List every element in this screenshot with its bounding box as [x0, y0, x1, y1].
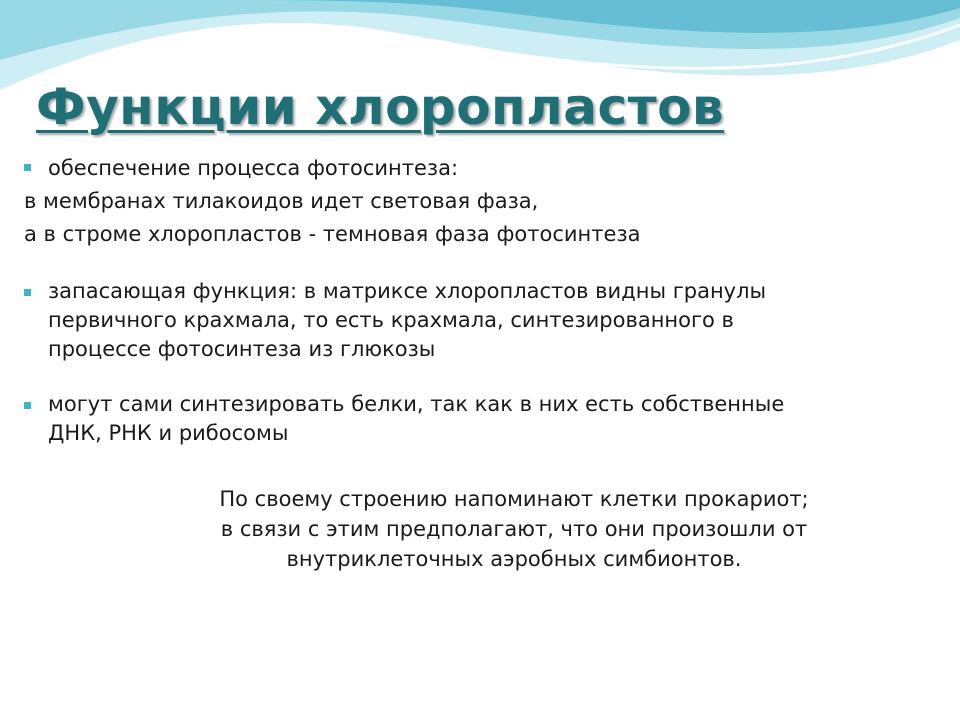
conclusion-line: внутриклеточных аэробных симбионтов.: [286, 547, 742, 571]
square-bullet-icon: [24, 164, 31, 171]
list-item-text: обеспечение процесса фотосинтеза:: [48, 156, 459, 180]
list-item-text: ДНК, РНК и рибосомы: [48, 421, 289, 445]
list-item-text: могут сами синтезировать белки, так как в них есть собственные: [48, 392, 785, 416]
list-item-text: запасающая функция: в матриксе хлоропластов видны гранулы: [48, 279, 767, 303]
list-item-text: процессе фотосинтеза из глюкозы: [48, 337, 436, 361]
conclusion-line: в связи с этим предполагают, что они произошли от: [220, 517, 808, 541]
square-bullet-icon: [24, 289, 31, 296]
list-item-phases: [24, 185, 944, 251]
list-item-text: первичного крахмала, то есть крахмала, синтезированного в: [48, 308, 734, 332]
list-item-protein-synthesis: [24, 390, 944, 448]
square-bullet-icon: [24, 402, 31, 409]
list-item-photosynthesis: [24, 152, 944, 185]
list-item-storage: [24, 277, 944, 364]
list-item-text: а в строме хлоропластов - темновая фаза фотосинтеза: [24, 222, 641, 246]
conclusion-text: [24, 484, 944, 574]
conclusion-line: По своему строению напоминают клетки прокариот;: [219, 487, 809, 511]
list-item-text: в мембранах тилакоидов идет световая фаза,: [24, 189, 539, 213]
slide-title: Функции хлоропластов: [36, 78, 725, 136]
slide-content: [24, 152, 944, 574]
